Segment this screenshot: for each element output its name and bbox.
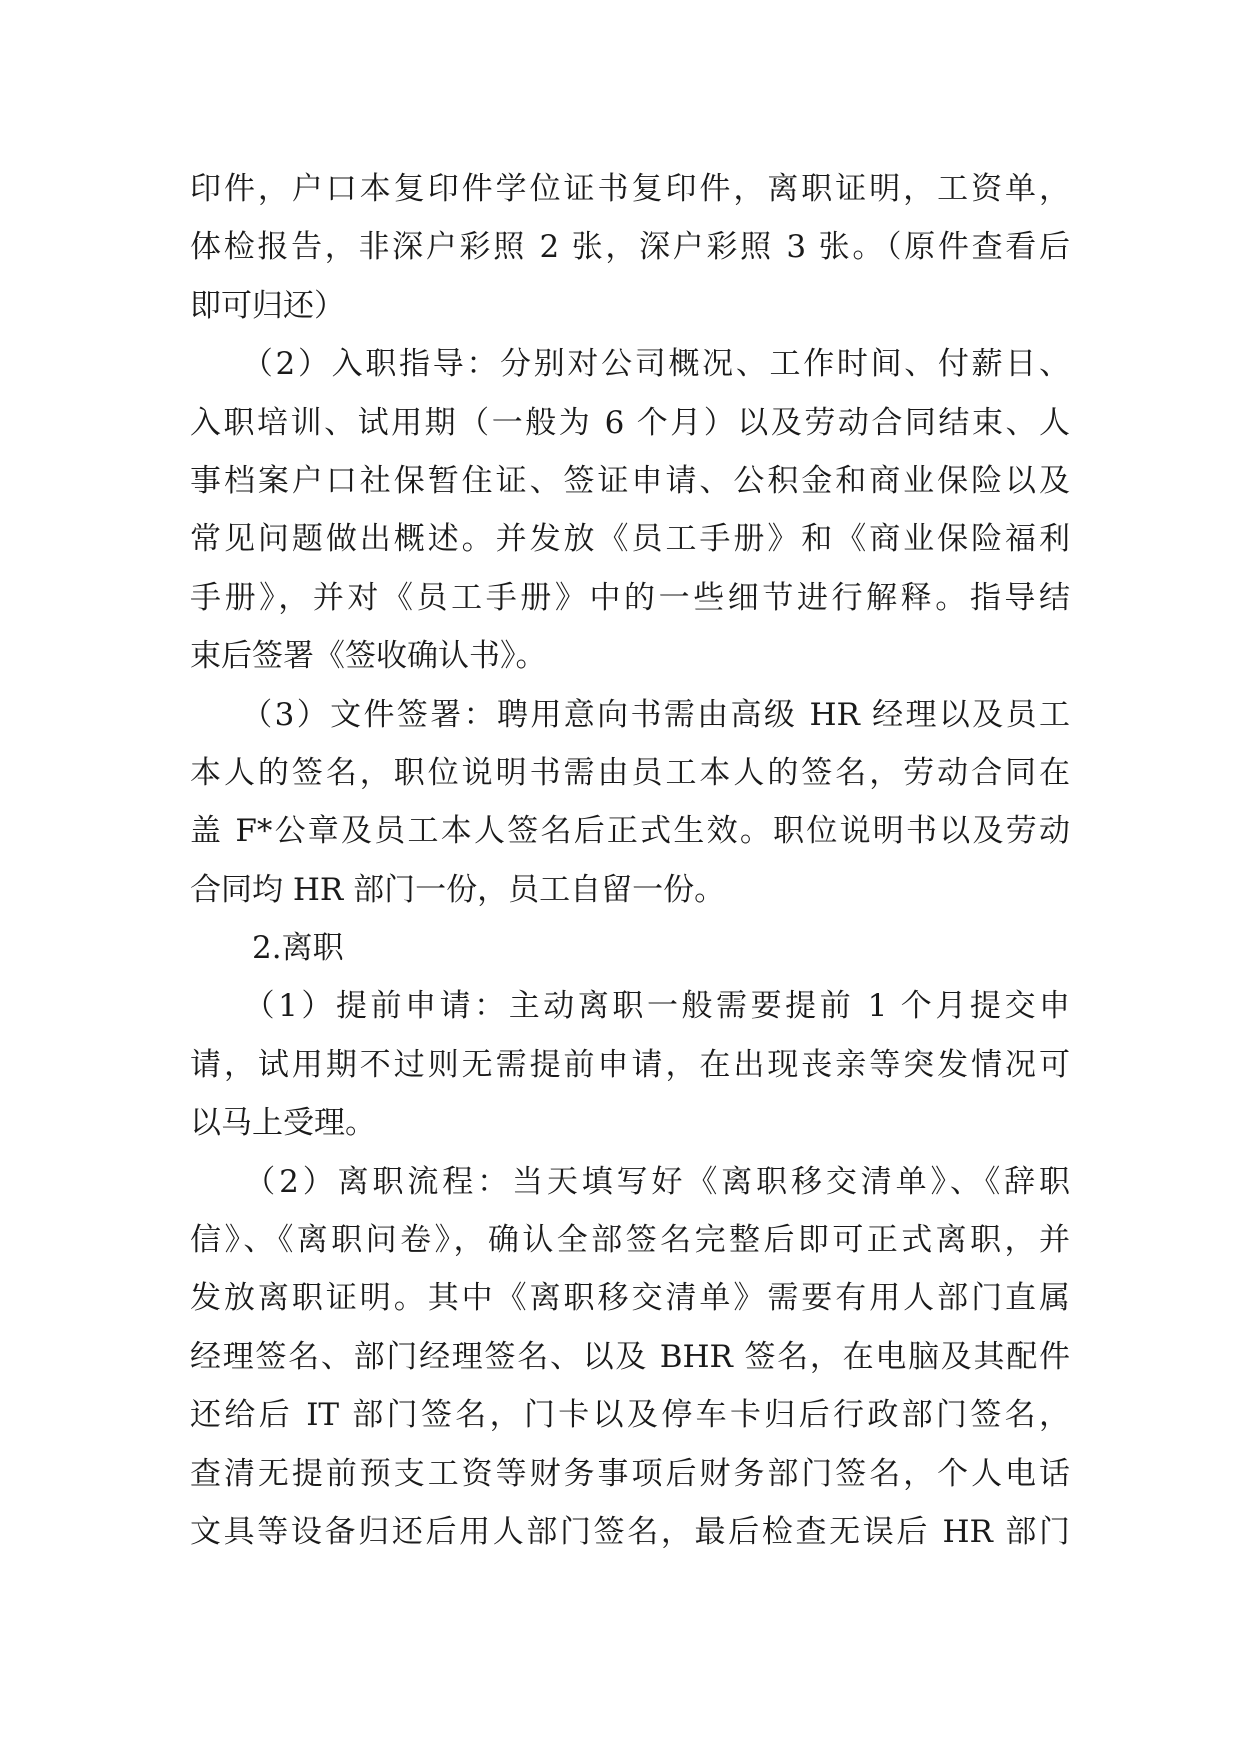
text-line: 还给后 IT 部门签名，门卡以及停车卡归后行政部门签名， [190,1397,1070,1434]
text-line: 事档案户口社保暂住证、签证申请、公积金和商业保险以及 [190,462,1070,499]
text-line: 文具等设备归还后用人部门签名，最后检查无误后 HR 部门 [190,1513,1070,1550]
text-line: （3）文件签署：聘用意向书需由高级 HR 经理以及员工 [190,696,1070,733]
text-line: 合同均 HR 部门一份，员工自留一份。 [190,871,726,908]
text-line: 盖 F*公章及员工本人签名后正式生效。职位说明书以及劳动 [190,813,1070,850]
text-line: 即可归还） [190,287,345,324]
text-line: 常见问题做出概述。并发放《员工手册》和《商业保险福利 [190,521,1070,558]
text-line: 经理签名、部门经理签名、以及 BHR 签名，在电脑及其配件 [190,1338,1070,1375]
text-line: （2）离职流程：当天填写好《离职移交清单》、《辞职 [190,1163,1070,1200]
document-body [190,160,1070,1561]
text-line: 信》、《离职问卷》，确认全部签名完整后即可正式离职，并 [190,1222,1070,1259]
text-line: 手册》，并对《员工手册》中的一些细节进行解释。指导结 [190,579,1070,616]
section-heading: 2.离职 [190,930,344,967]
text-line: 本人的签名，职位说明书需由员工本人的签名，劳动合同在 [190,754,1070,791]
text-line: 入职培训、试用期（一般为 6 个月）以及劳动合同结束、人 [190,404,1070,441]
text-line: 以马上受理。 [190,1105,376,1142]
text-line: 体检报告，非深户彩照 2 张，深户彩照 3 张。（原件查看后 [190,229,1070,266]
text-line: （2）入职指导：分别对公司概况、工作时间、付薪日、 [190,346,1070,383]
text-line: 印件，户口本复印件学位证书复印件，离职证明，工资单， [190,171,1070,207]
text-line: （1）提前申请：主动离职一般需要提前 1 个月提交申 [190,988,1070,1025]
text-line: 发放离职证明。其中《离职移交清单》需要有用人部门直属 [190,1280,1070,1317]
text-line: 请，试用期不过则无需提前申请，在出现丧亲等突发情况可 [190,1046,1070,1083]
text-line: 束后签署《签收确认书》。 [190,638,547,675]
text-line: 查清无提前预支工资等财务事项后财务部门签名，个人电话 [190,1455,1070,1492]
